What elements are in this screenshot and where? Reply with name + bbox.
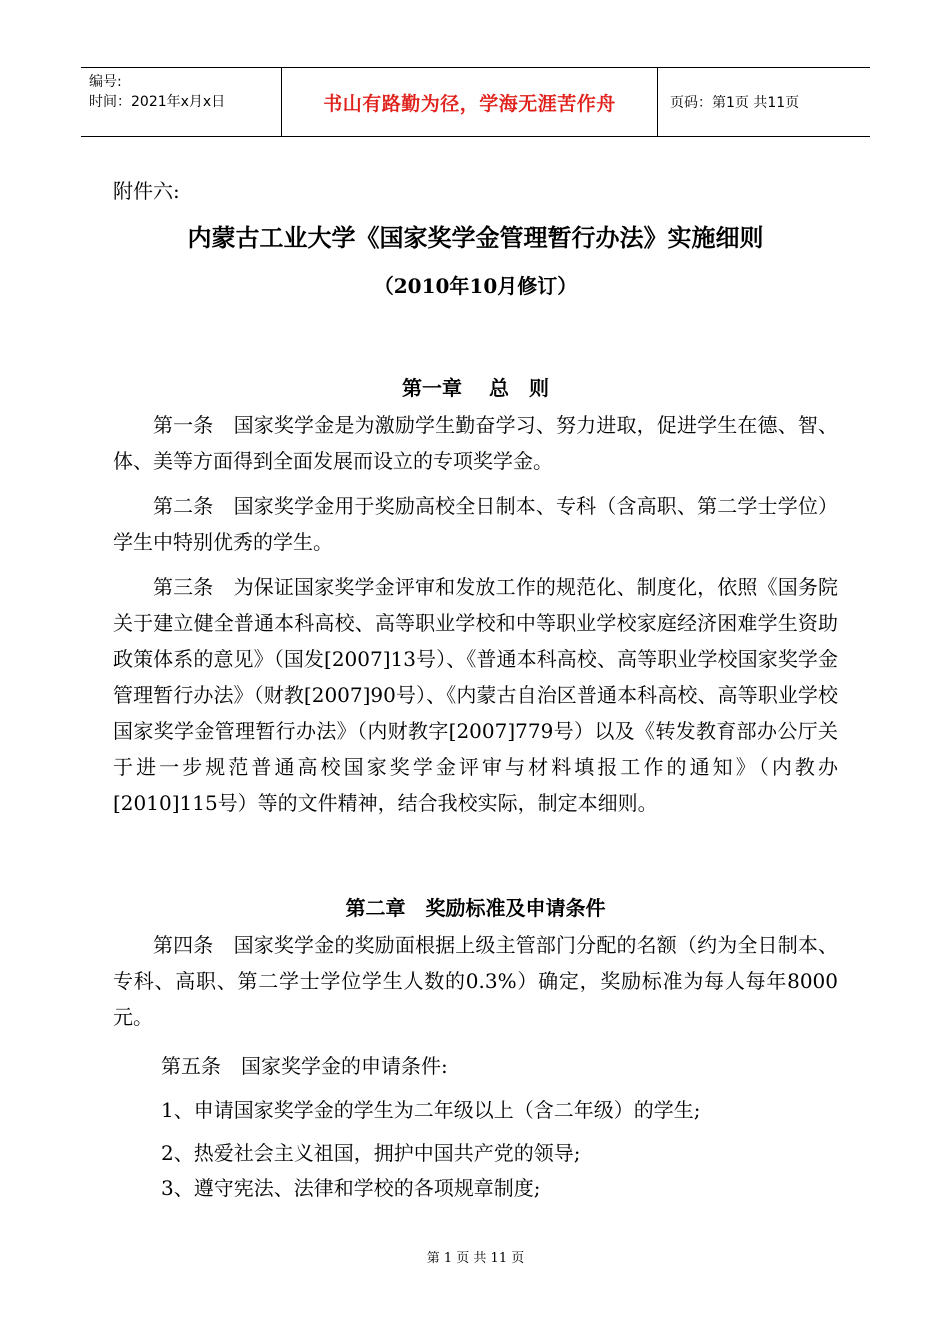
chapter-1-heading: 第一章 总 则 bbox=[402, 376, 549, 400]
article-2: 第二条 国家奖学金用于奖励高校全日制本、专科（含高职、第二学士学位）学生中特别优秀的学生。 bbox=[113, 494, 838, 554]
document-header bbox=[81, 67, 870, 137]
condition-1: 1、申请国家奖学金的学生为二年级以上（含二年级）的学生; bbox=[161, 1098, 701, 1122]
header-motto: 书山有路勤为径，学海无涯苦作舟 bbox=[282, 68, 658, 136]
article-1: 第一条 国家奖学金是为激励学生勤奋学习、努力进取，促进学生在德、智、体、美等方面得到全面发展而设立的专项奖学金。 bbox=[113, 413, 838, 473]
attachment-label: 附件六: bbox=[113, 179, 180, 203]
document-title: 内蒙古工业大学《国家奖学金管理暂行办法》实施细则 bbox=[187, 224, 764, 252]
header-page-info: 页码：第1页 共11页 bbox=[670, 95, 800, 111]
document-number-label: 编号: bbox=[89, 74, 122, 90]
article-3: 第三条 为保证国家奖学金评审和发放工作的规范化、制度化，依照《国务院关于建立健全普通本科高校、高等职业学校和中等职业学校家庭经济困难学生资助政策体系的意见》（国发[2007]13号）、《普通本科高校、高等职业学校国家奖学金管理暂行办法》（财教[2007]90号）、《内蒙古自治区普通本科高校、高等职业学校国家奖学金管理暂行办法》（内财教字[2007]779号）以及《转发教育部办公厅关于进一步规范普通高校国家奖学金评审与材料填报工作的通知》（内教办[2010]115号）等的文件精神，结合我校实际，制定本细则。 bbox=[113, 575, 838, 815]
article-4: 第四条 国家奖学金的奖励面根据上级主管部门分配的名额（约为全日制本、专科、高职、第二学士学位学生人数的0.3%）确定，奖励标准为每人每年8000元。 bbox=[113, 933, 838, 1029]
page-footer: 第 1 页 共 11 页 bbox=[426, 1251, 525, 1266]
condition-3: 3、遵守宪法、法律和学校的各项规章制度; bbox=[161, 1176, 541, 1200]
header-meta bbox=[81, 68, 282, 136]
chapter-2-heading: 第二章 奖励标准及申请条件 bbox=[345, 896, 606, 920]
document-subtitle: （2010年10月修订） bbox=[373, 274, 578, 298]
condition-2: 2、热爱社会主义祖国，拥护中国共产党的领导; bbox=[161, 1141, 581, 1165]
article-5: 第五条 国家奖学金的申请条件: bbox=[161, 1054, 448, 1078]
document-date: 时间：2021年x月x日 bbox=[89, 94, 226, 110]
